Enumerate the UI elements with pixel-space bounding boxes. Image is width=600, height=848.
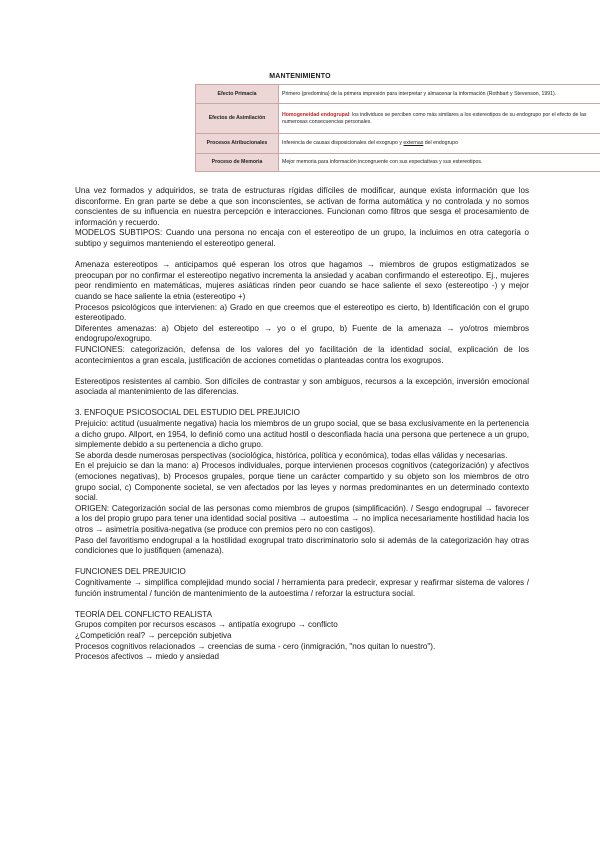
table-row bbox=[196, 134, 600, 154]
paragraph: ORIGEN: Categorización social de las personas como miembros de grupos (simplificación). / Sesgo endogrupal → favorecer a los del propio grupo para tener una identidad social positiva → autoestima → no implica necesariamente hostilidad hacia los otros → asimetría positiva-negativa (se produce con premios pero no con castigos). bbox=[75, 503, 529, 534]
section-heading: FUNCIONES DEL PREJUICIO bbox=[75, 567, 186, 577]
table-row-header: Efectos de Asimilación bbox=[196, 104, 279, 134]
paragraph: Cognitivamente → simplifica complejidad mundo social / herramienta para predecir, expresar y reafirmar sistema de valores / función instrumental / función de mantenimiento de la autoestima / reforzar la estructura social. bbox=[75, 577, 529, 598]
paragraph: Una vez formados y adquiridos, se trata de estructuras rígidas difíciles de modificar, aunque exista información que los disconforme. En gran parte se debe a que son inconscientes, se activan de forma automática y no controlada y no somos conscientes de su influencia en nuestra percepción e interacciones. Funcionan como filtros que sesga el procesamiento de información y recuerdo. bbox=[75, 186, 529, 227]
table-row-header: Proceso de Memoria bbox=[196, 154, 279, 172]
section-heading: 3. ENFOQUE PSICOSOCIAL DEL ESTUDIO DEL PREJUICIO bbox=[75, 408, 300, 418]
paragraph: Prejuicio: actitud (usualmente negativa) hacia los miembros de un grupo social, que se basa exclusivamente en la pertenencia a dicho grupo. Allport, en 1954, lo definió como una actitud hostil o desconfiada hacia una persona que pertenece a un grupo, simplemente debido a su pertenencia a dicho grupo. bbox=[75, 419, 529, 450]
table-row-text-rest: : los individuos se perciben como más similares a los estereotipos de su endogrupo por el efecto de las numerosas consecuencias personales. bbox=[282, 112, 587, 125]
paragraph: MODELOS SUBTIPOS: Cuando una persona no encaja con el estereotipo de un grupo, la incluimos en otra categoría o subtipo y seguimos manteniendo el estereotipo general. bbox=[75, 228, 529, 248]
list-line: Procesos afectivos → miedo y ansiedad bbox=[75, 652, 219, 662]
table-row-text-a: Inferencia de causas disposicionales del exogrupo y bbox=[282, 140, 402, 147]
table-row-header: Procesos Atribucionales bbox=[196, 134, 279, 154]
paragraph: Amenaza estereotipos → anticipamos qué esperan los otros que hagamos → miembros de grupos estigmatizados se preocupan por no confirmar el estereotipo negativo incrementa la ansiedad y acaban confirmando el estereotipo. Ej., mujeres peor rendimiento en matemáticas, mujeres asiáticas rinden peor cuando se hace saliente el sexo (estereotipo -) y mejor cuando se hace saliente la etnia (estereotipo +) bbox=[75, 260, 529, 301]
table-row-header: Efecto Primacía bbox=[196, 85, 279, 104]
table-row-text bbox=[279, 134, 600, 154]
table-row-text bbox=[279, 104, 600, 134]
list-line: Grupos compiten por recursos escasos → antipatía exogrupo → conflicto bbox=[75, 620, 338, 630]
summary-table bbox=[195, 84, 600, 172]
section-heading: TEORÍA DEL CONFLICTO REALISTA bbox=[75, 609, 213, 619]
list-line: Procesos cognitivos relacionados → creencias de suma - cero (inmigración, "nos quitan lo nuestro"). bbox=[75, 641, 436, 651]
page-title: MANTENIMIENTO bbox=[269, 73, 331, 80]
table-row-text-b: del endogrupo bbox=[424, 140, 458, 147]
table-row-text: Primero (predomina) de la primera impresión para interpretar y almacenar la información (Rothbart y Stevenson, 1991). bbox=[279, 85, 600, 104]
table-row bbox=[196, 104, 600, 134]
paragraph: FUNCIONES: categorización, defensa de los valores del yo facilitación de la identidad social, explicación de los acontecimientos a gran escala, justificación de acciones cometidas o planteadas contra los exogrupos. bbox=[75, 344, 529, 365]
paragraph: Procesos psicológicos que intervienen: a) Grado en que creemos que el estereotipo es cierto, b) Identificación con el grupo estereotipado. bbox=[75, 302, 529, 323]
paragraph: Estereotipos resistentes al cambio. Son difíciles de contrastar y son ambiguos, recursos a la excepción, inversión emocional asociada al mantenimiento de las diferencias. bbox=[75, 376, 529, 397]
document-body bbox=[75, 186, 529, 663]
paragraph: Paso del favoritismo endogrupal a la hostilidad exogrupal trato discriminatorio solo si además de la categorización hay otras condiciones que lo justifiquen (amenaza). bbox=[75, 535, 529, 556]
underlined-term: externas bbox=[403, 140, 424, 147]
paragraph: En el prejuicio se dan la mano: a) Procesos individuales, porque intervienen procesos cognitivos (categorización) y afectivos (emociones negativas), b) Procesos grupales, porque tiene un carácter compartido y su objeto son los miembros de otro grupo social, c) Componente societal, se ven afectados por las leyes y normas predominantes en un determinado contexto social. bbox=[75, 461, 529, 503]
paragraph: Se aborda desde numerosas perspectivas (sociológica, histórica, política y económica), todas ellas válidas y necesarias. bbox=[75, 450, 508, 460]
highlight-term: Homogeneidad endogrupal bbox=[282, 112, 350, 119]
paragraph: Diferentes amenazas: a) Objeto del estereotipo → yo o el grupo, b) Fuente de la amenaza → yo/otros miembros endogrupo/exogrupo. bbox=[75, 323, 529, 344]
table-row bbox=[196, 85, 600, 104]
list-line: ¿Competición real? → percepción subjetiva bbox=[75, 630, 232, 640]
table-row bbox=[196, 154, 600, 172]
table-row-text: Mejor memoria para información incongruente con sus expectativas y sus estereotipos. bbox=[279, 154, 600, 172]
